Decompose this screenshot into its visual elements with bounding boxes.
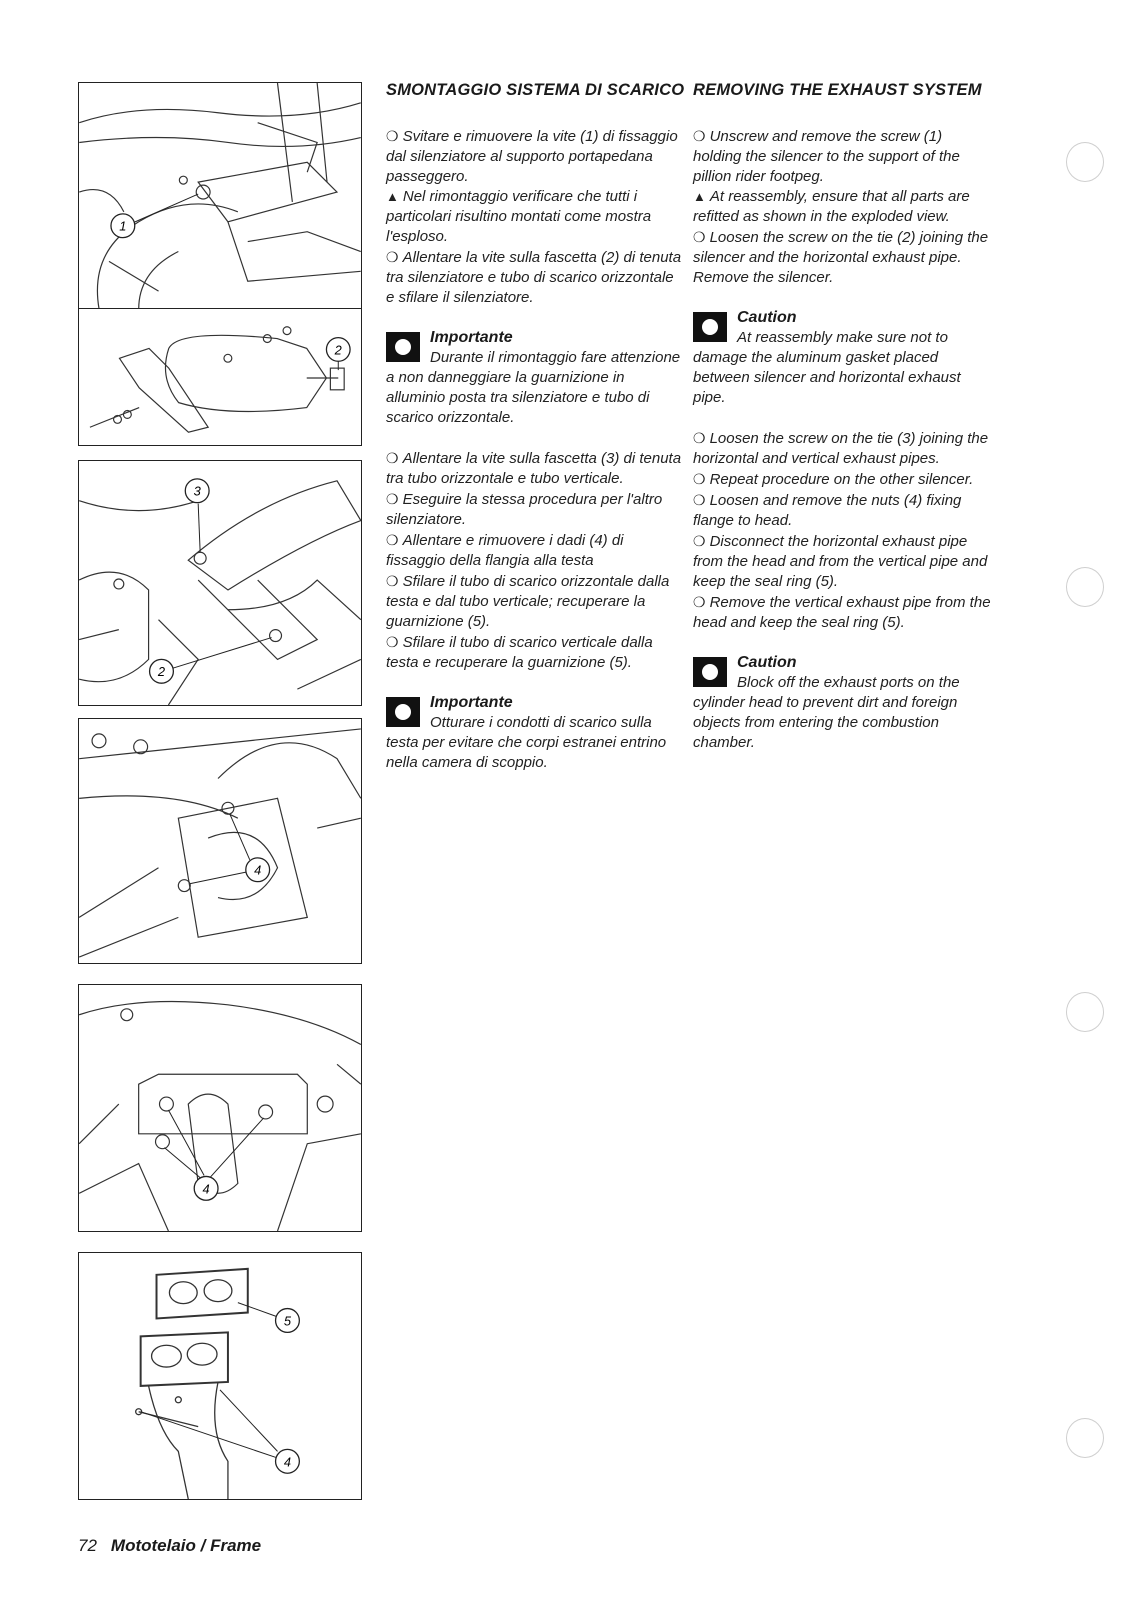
callout-4b-label: 4 [202, 1181, 210, 1197]
binder-hole-3 [1066, 992, 1104, 1032]
it-step-4: ❍ Eseguire la stessa procedura per l'altro silenziatore. [386, 491, 663, 528]
en-step-3: ❍ Loosen the screw on the tie (3) joining the horizontal and vertical exhaust pipes. [693, 430, 989, 467]
callout-2b-label: 2 [157, 664, 166, 680]
bullet-icon: ❍ [386, 249, 399, 265]
bullet-icon: ❍ [693, 492, 706, 508]
it-note-1-title: Importante [430, 329, 513, 346]
figure-silencer-screw [78, 82, 362, 310]
it-note-1-text: Durante il rimontaggio fare attenzione a non danneggiare la guarnizione in alluminio posta tra silenziatore e tubo di scarico orizzontale. [386, 349, 681, 426]
figure-tie-clamps-drawing [79, 461, 361, 705]
english-column [693, 80, 993, 753]
figure-silencer-exploded-drawing [79, 309, 361, 445]
italian-title: SMONTAGGIO SISTEMA DI SCARICO [386, 81, 685, 99]
it-step-6: ❍ Sfilare il tubo di scarico orizzontale dalla testa e dal tubo verticale; recuperare la guarnizione (5). [386, 573, 670, 630]
english-title: REMOVING THE EXHAUST SYSTEM [693, 81, 982, 99]
it-step-2: ❍ Allentare la vite sulla fascetta (2) di tenuta tra silenziatore e tubo di scarico orizzontale e sfilare il silenziatore. [386, 249, 682, 306]
en-step-6: ❍ Disconnect the horizontal exhaust pipe from the head and from the vertical pipe and keep the seal ring (5). [693, 533, 988, 590]
en-note-1-text: At reassembly make sure not to damage the aluminum gasket placed between silencer and horizontal exhaust pipe. [693, 329, 961, 406]
warning-triangle-icon: ▲ [386, 189, 399, 204]
en-step-7: ❍ Remove the vertical exhaust pipe from the head and keep the seal ring (5). [693, 594, 991, 631]
figure-silencer-exploded [78, 308, 362, 446]
it-warning-1: ▲ Nel rimontaggio verificare che tutti i particolari risultino montati come mostra l'esploso. [386, 188, 652, 245]
en-note-2-title: Caution [737, 654, 797, 671]
binder-hole-4 [1066, 1418, 1104, 1458]
callout-2-label: 2 [334, 342, 342, 358]
figure-flange-nuts-side-drawing [79, 719, 361, 963]
page-footer [78, 1536, 261, 1556]
it-step-7: ❍ Sfilare il tubo di scarico verticale dalla testa e recuperare la guarnizione (5). [386, 634, 653, 671]
it-note-1 [386, 328, 686, 428]
it-step-1: ❍ Svitare e rimuovere la vite (1) di fissaggio dal silenziatore al supporto portapedana passeggero. [386, 128, 678, 185]
callout-4c-label: 4 [283, 1454, 292, 1470]
figure-flange-nuts-side [78, 718, 362, 964]
it-note-2-text: Otturare i condotti di scarico sulla testa per evitare che corpi estranei entrino nella camera di scoppio. [386, 714, 667, 771]
en-note-1 [693, 308, 993, 408]
en-step-1: ❍ Unscrew and remove the screw (1) holding the silencer to the support of the pillion rider footpeg. [693, 128, 960, 185]
figure-tie-clamps [78, 460, 362, 706]
figure-seal-ring-exploded-drawing [79, 1253, 361, 1499]
binder-hole-2 [1066, 567, 1104, 607]
en-note-2-text: Block off the exhaust ports on the cylinder head to prevent dirt and foreign objects from entering the combustion chamber. [693, 674, 960, 751]
bullet-icon: ❍ [693, 229, 706, 245]
page-number: 72 [78, 1536, 97, 1555]
bullet-icon: ❍ [386, 532, 399, 548]
bullet-icon: ❍ [386, 450, 399, 466]
bullet-icon: ❍ [386, 491, 399, 507]
note-icon [693, 657, 727, 687]
it-note-2 [386, 693, 686, 773]
en-step-4: ❍ Repeat procedure on the other silencer. [693, 471, 974, 488]
en-step-2: ❍ Loosen the screw on the tie (2) joining the silencer and the horizontal exhaust pipe. Remove the silencer. [693, 229, 989, 286]
callout-5-label: 5 [283, 1313, 292, 1329]
callout-4-label: 4 [254, 862, 262, 878]
it-step-3: ❍ Allentare la vite sulla fascetta (3) di tenuta tra tubo orizzontale e tubo verticale. [386, 450, 682, 487]
note-icon [386, 697, 420, 727]
figure-flange-nuts-front-drawing [79, 985, 361, 1231]
binder-hole-1 [1066, 142, 1104, 182]
italian-column [386, 80, 686, 773]
bullet-icon: ❍ [386, 634, 399, 650]
it-step-5: ❍ Allentare e rimuovere i dadi (4) di fissaggio della flangia alla testa [386, 532, 624, 569]
en-step-5: ❍ Loosen and remove the nuts (4) fixing flange to head. [693, 492, 962, 529]
bullet-icon: ❍ [386, 573, 399, 589]
callout-3-label: 3 [193, 483, 201, 499]
section-title: Mototelaio / Frame [110, 1536, 262, 1555]
en-warning-1: ▲ At reassembly, ensure that all parts are refitted as shown in the exploded view. [693, 188, 970, 225]
bullet-icon: ❍ [693, 430, 706, 446]
bullet-icon: ❍ [386, 128, 399, 144]
warning-triangle-icon: ▲ [693, 189, 706, 204]
it-note-2-title: Importante [430, 694, 513, 711]
bullet-icon: ❍ [693, 533, 706, 549]
figure-silencer-screw-drawing [79, 83, 361, 309]
bullet-icon: ❍ [693, 128, 706, 144]
note-icon [386, 332, 420, 362]
callout-1-label: 1 [119, 218, 127, 234]
note-icon [693, 312, 727, 342]
en-note-1-title: Caution [737, 309, 797, 326]
figure-seal-ring-exploded [78, 1252, 362, 1500]
en-note-2 [693, 653, 993, 753]
bullet-icon: ❍ [693, 471, 706, 487]
figure-flange-nuts-front [78, 984, 362, 1232]
bullet-icon: ❍ [693, 594, 706, 610]
